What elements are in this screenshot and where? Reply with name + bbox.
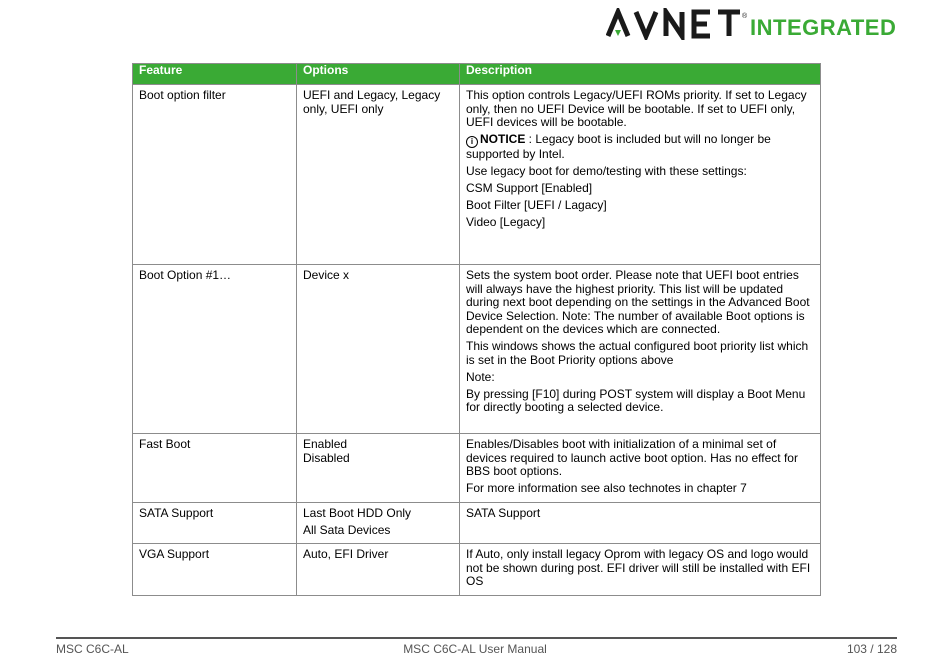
svg-text:INTEGRATED: INTEGRATED	[750, 15, 896, 40]
column-header-feature: Feature	[133, 64, 297, 85]
bios-boot-settings-table	[132, 63, 821, 596]
description-cell	[460, 544, 821, 596]
options-cell	[297, 502, 460, 544]
description-text: Sets the system boot order. Please note that UEFI boot entries will always have the highest priority. This list will be updated during next boot depending on the settings in the Advanced Boot Device Selection. Note: The number of available Boot options is dependent on the devices which are connected.	[466, 268, 810, 336]
options-cell	[297, 85, 460, 265]
option-value: Enabled	[303, 437, 348, 451]
table-header-row	[133, 64, 821, 85]
description-text: Video [Legacy]	[466, 215, 546, 229]
description-text: If Auto, only install legacy Oprom with legacy OS and logo would not be shown during post. EFI driver will still be installed with EFI OS	[466, 547, 811, 588]
description-cell	[460, 434, 821, 503]
table-row	[133, 502, 821, 544]
description-text: Enables/Disables boot with initialization of a minimal set of devices required to launch active boot option. Has no effect for BBS boot options.	[466, 437, 798, 478]
description-cell	[460, 85, 821, 265]
column-header-description: Description	[460, 64, 821, 85]
description-text: SATA Support	[466, 505, 541, 520]
feature-cell: Boot Option #1…	[133, 265, 297, 434]
svg-text:®: ®	[742, 13, 748, 20]
option-value: UEFI and Legacy, Legacy only, UEFI only	[303, 88, 441, 116]
column-header-options: Options	[297, 64, 460, 85]
info-icon: i	[466, 136, 478, 148]
description-text: Note:	[466, 369, 495, 384]
feature-cell: SATA Support	[133, 502, 297, 544]
description-text: By pressing [F10] during POST system will display a Boot Menu for directly booting a selected device.	[466, 386, 806, 414]
description-text: For more information see also technotes in chapter 7	[466, 481, 747, 495]
avnet-integrated-logo	[606, 8, 896, 40]
description-text: This windows shows the actual configured boot priority list which is set in the Boot Priority options above	[466, 339, 809, 367]
logo-graphic	[606, 8, 896, 40]
description-text: CSM Support [Enabled]	[466, 181, 593, 195]
feature-cell: VGA Support	[133, 544, 297, 596]
footer-product: MSC C6C-AL	[56, 642, 129, 656]
option-value: Disabled	[303, 450, 350, 465]
footer-document-title: MSC C6C-AL User Manual	[403, 642, 547, 656]
feature-cell: Fast Boot	[133, 434, 297, 503]
option-value: Last Boot HDD Only	[303, 505, 412, 520]
table-row	[133, 85, 821, 265]
description-cell	[460, 502, 821, 544]
table-row	[133, 544, 821, 596]
table-row	[133, 434, 821, 503]
options-cell	[297, 265, 460, 434]
option-value: Auto, EFI Driver	[303, 547, 389, 561]
description-text: Use legacy boot for demo/testing with these settings:	[466, 164, 747, 178]
option-value: Device x	[303, 268, 350, 282]
footer-page-number: 103 / 128	[846, 642, 897, 656]
description-text: This option controls Legacy/UEFI ROMs priority. If set to Legacy only, then no UEFI Device will be bootable. If set to UEFI only, UEFI devices will be bootable.	[466, 88, 807, 129]
option-value: All Sata Devices	[303, 522, 391, 537]
description-cell	[460, 265, 821, 434]
feature-cell: Boot option filter	[133, 85, 297, 265]
notice-paragraph	[466, 133, 814, 162]
notice-label: NOTICE	[480, 132, 526, 146]
table-row	[133, 265, 821, 434]
options-cell	[297, 434, 460, 503]
description-text: Boot Filter [UEFI / Lagacy]	[466, 198, 607, 212]
notice-text: : Legacy boot is included but will no longer be supported by Intel.	[466, 132, 771, 161]
options-cell	[297, 544, 460, 596]
footer-divider	[56, 637, 897, 639]
